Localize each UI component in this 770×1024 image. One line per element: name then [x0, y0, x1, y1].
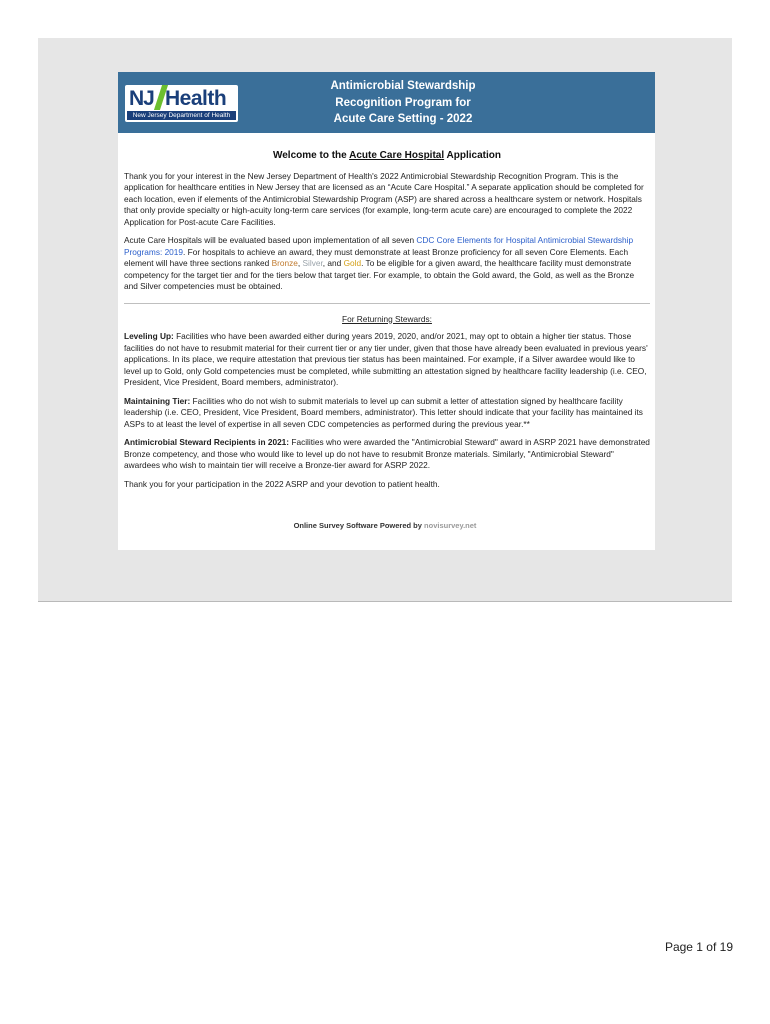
- powered-by-text: Online Survey Software Powered by: [293, 521, 425, 530]
- intro-content: [124, 150, 650, 497]
- thanks-paragraph: Thank you for your participation in the 2022 ASRP and your devotion to patient health.: [124, 478, 440, 489]
- logo-nj-text: NJ: [129, 87, 154, 110]
- leveling-up-paragraph: [124, 331, 650, 389]
- maintaining-tier-paragraph: [124, 396, 650, 431]
- novisurvey-link[interactable]: novisurvey.net: [424, 521, 477, 530]
- welcome-suffix: Application: [444, 150, 501, 161]
- powered-by-footer: [38, 521, 732, 530]
- survey-frame: [38, 38, 732, 602]
- section-divider: [124, 303, 650, 304]
- survey-card: [118, 72, 655, 550]
- header-banner: [118, 72, 655, 133]
- logo-subtitle: New Jersey Department of Health: [127, 111, 236, 120]
- page-number: Page 1 of 19: [664, 940, 733, 954]
- evaluation-paragraph: [124, 235, 650, 293]
- leveling-up-text: Facilities who have been awarded either during years 2019, 2020, and/or 2021, may opt to obtain a higher tier status. Those facilities do not have to resubmit material for their current tier or any tier under, given that those have already been evaluated in previous years' applications. In its place, we require attestation that previous tier status has been maintained. For example, if a Silver awardee would like to level up to Gold, only Gold competencies must be completed, while submitting an attestation signed by healthcare facility leadership (i.e. CEO, President, Vice President, Board members, administrator).: [124, 331, 648, 387]
- returning-stewards-heading: For Returning Stewards:: [342, 313, 432, 324]
- welcome-prefix: Welcome to the: [272, 150, 350, 161]
- cdc-core-elements-link[interactable]: CDC Core Elements for Hospital Antimicrobial Stewardship Programs: 2019: [124, 235, 634, 257]
- silver-tier-label: Silver: [302, 258, 323, 268]
- logo-health-text: Health: [165, 87, 227, 110]
- tier-separator-2: , and: [322, 258, 344, 268]
- nj-health-logo: [125, 85, 238, 122]
- gold-tier-label: Gold: [343, 258, 362, 268]
- maintaining-tier-text: Facilities who do not wish to submit materials to level up can submit a letter of attestation signed by healthcare facility leadership (i.e. CEO, President, Vice President, Board members, administrator). This letter should indicate that your facility has maintained its ASPs to at least the level of expertise in all seven CDC competencies as performed during the previous year.**: [124, 395, 643, 429]
- bronze-tier-label: Bronze: [271, 258, 298, 268]
- recipients-label: Antimicrobial Steward Recipients in 2021:: [124, 437, 290, 447]
- acute-care-hospital-label: Acute Care Hospital: [349, 150, 445, 161]
- program-title-line-2: Recognition Program for: [335, 96, 471, 109]
- recipients-text: Facilities who were awarded the "Antimicrobial Steward" award in ASRP 2021 have demonstrated Bronze competency, and those who would like to level up do not have to resubmit Bronze materials. Similarly, "Antimicrobial Steward" awardees who wish to maintain tier will receive a Bronze-tier award for ASRP 2022.: [124, 437, 650, 470]
- leveling-up-label: Leveling Up:: [124, 331, 174, 341]
- program-title-line-3: Acute Care Setting - 2022: [333, 113, 473, 125]
- recipients-paragraph: [124, 437, 650, 472]
- maintaining-tier-label: Maintaining Tier:: [124, 395, 191, 406]
- program-title: [268, 78, 538, 128]
- program-title-line-1: Antimicrobial Stewardship: [330, 80, 476, 92]
- welcome-heading: [124, 150, 650, 162]
- evaluation-text-1: Acute Care Hospitals will be evaluated based upon implementation of all seven: [124, 235, 417, 245]
- evaluation-text-3: . To be eligible for a given award, the healthcare facility must demonstrate competency for the target tier and for the tiers below that target tier. For example, to obtain the Gold award, the Gold, as well as the Bronze and Silver competencies must be obtained.: [124, 258, 635, 291]
- tier-separator-1: ,: [297, 258, 303, 268]
- evaluation-text-2: . For hospitals to achieve an award, they must demonstrate at least Bronze proficiency for all seven Core Elements. Each element will have three sections ranked: [124, 246, 629, 268]
- intro-paragraph: Thank you for your interest in the New Jersey Department of Health's 2022 Antimicrobial Stewardship Recognition Program. This is the application for healthcare entities in New Jersey that are licensed as an “Acute Care Hospital.” A separate application should be completed for each location, even if elements of the Antimicrobial Stewardship Program (ASP) are shared across a healthcare system or network. Hospitals that only provide specialty or high-acuity long-term care services (for example, long-term acute care) are encouraged to complete the 2022 Application for Post-acute Care Facilities.: [124, 170, 644, 227]
